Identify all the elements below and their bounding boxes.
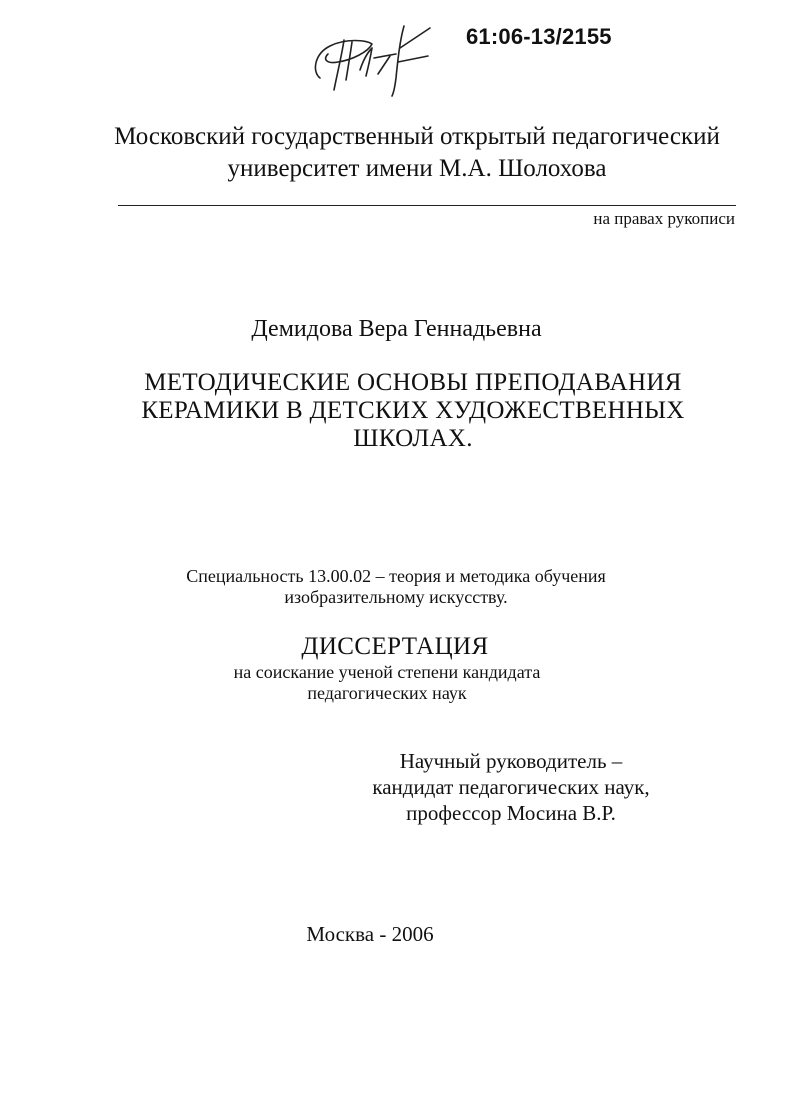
handwritten-signature: [308, 18, 440, 98]
document-type: ДИССЕРТАЦИЯ: [301, 633, 489, 660]
specialty-line-2: изобразительному искусству.: [284, 587, 508, 607]
specialty: [120, 566, 672, 608]
scientific-supervisor: [320, 748, 702, 826]
supervisor-line-3: профессор Мосина В.Р.: [406, 801, 616, 825]
title-line-2: КЕРАМИКИ В ДЕТСКИХ ХУДОЖЕСТВЕННЫХ: [141, 397, 685, 424]
title-line-1: МЕТОДИЧЕСКИЕ ОСНОВЫ ПРЕПОДАВАНИЯ: [144, 369, 682, 396]
header-divider: [118, 205, 736, 206]
manuscript-note: на правах рукописи: [593, 209, 735, 228]
dissertation-title: [100, 369, 726, 453]
title-line-3: ШКОЛАХ.: [353, 425, 473, 452]
degree-line-2: педагогических наук: [307, 683, 467, 703]
catalog-number: 61:06-13/2155: [466, 24, 612, 49]
institution-line-1: Московский государственный открытый педагогический: [114, 123, 720, 150]
degree-sought: [150, 662, 624, 704]
specialty-line-1: Специальность 13.00.02 – теория и методика обучения: [186, 566, 606, 586]
supervisor-line-2: кандидат педагогических наук,: [372, 775, 650, 799]
institution-name: [60, 121, 774, 185]
place-and-year: Москва - 2006: [306, 922, 434, 946]
degree-line-1: на соискание ученой степени кандидата: [233, 662, 541, 682]
institution-line-2: университет имени М.А. Шолохова: [227, 155, 607, 182]
supervisor-line-1: Научный руководитель –: [399, 749, 623, 773]
author-name: Демидова Вера Геннадьевна: [251, 316, 542, 342]
